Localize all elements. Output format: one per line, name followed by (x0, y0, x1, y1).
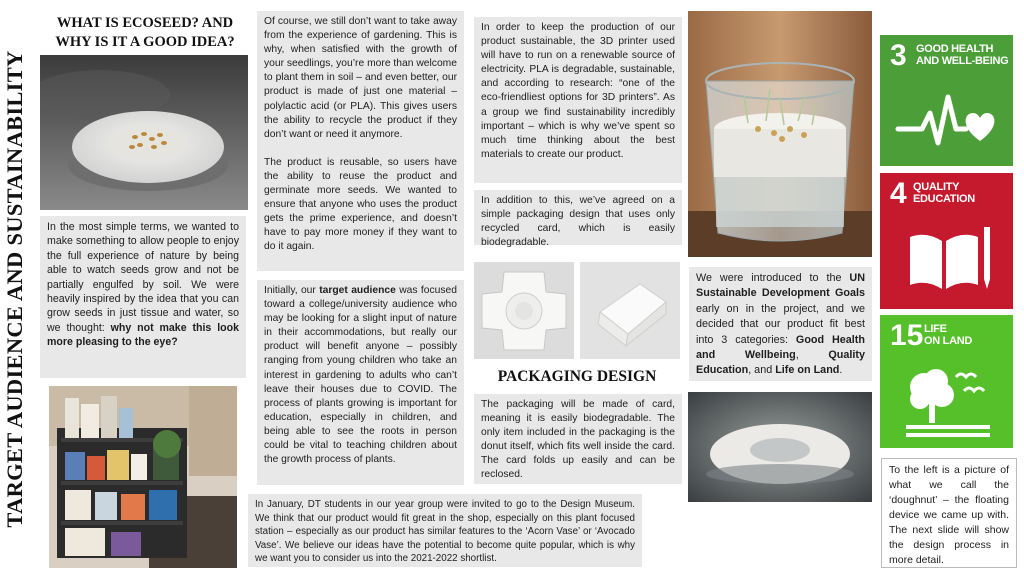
design-museum-shop-photo (49, 386, 237, 568)
packaging-text-box: The packaging will be made of card, meaning it is easily biodegradable. The only item included in the packaging is the donut itself, which fits well inside the card. The card folds up easily and can be reclosed. (474, 394, 682, 484)
sdg-4-quality-education-tile: 4 QUALITY EDUCATION (880, 173, 1013, 309)
packaging-folded-photo (580, 262, 680, 359)
target-audience-text-box: Initially, our target audience was focused toward a college/university audience who may be looking for a slight input of nature in their accommodations, but really our product will benefit anyone – possibly ranging from young children who take an interest in gardening to adults who can’t leave their houses due to COVID. The process of plants growing is important for education, especially in children, and being able to see the roots in person could be vital to teaching children about the growth process of plants. (257, 280, 464, 485)
packaging-design-heading: PACKAGING DESIGN (497, 368, 657, 385)
ecoseed-heading: WHAT IS ECOSEED? AND WHY IS IT A GOOD IDEA? (55, 15, 235, 50)
sdg-3-good-health-tile: 3 GOOD HEALTH AND WELL-BEING (880, 35, 1013, 166)
seed-doughnut-photo (40, 55, 248, 210)
un-sdg-text-box: We were introduced to the UN Sustainable Development Goals early on in the project, and we decided that our product fit best into 3 categories: Good Health and Wellbeing, Quality Education, and Life on Land. (689, 267, 872, 381)
intro-text-box: In the most simple terms, we wanted to make something to allow people to enjoy the full experience of nature by being able to watch seeds grow and not be partially engulfed by soil. We were heavily inspired by the idea that you can grow seeds in just tissue and water, so we thought: why not make this look more pleasing to the eye? (40, 216, 246, 378)
tree-and-birds-icon (902, 363, 996, 441)
design-museum-text-box: In January, DT students in our year group were invited to go to the Design Museum. We think that our product would fit great in the shop, especially on this plant focused station – especially as our product has similar features to the ‘Acorn Vase’ or ‘Avocado Vase’. We believe our ideas have the potential to become quite popular, which is why we want you to consider us into the 2021-2022 shortlist. (248, 494, 642, 567)
packaging-note-text-box: In addition to this, we’ve agreed on a simple packaging design that uses only recycled card, which is easily biodegradable. (474, 190, 682, 245)
packaging-flat-photo (474, 262, 574, 359)
sdg-15-life-on-land-tile: 15 LIFE ON LAND (880, 315, 1013, 448)
sprouting-glass-photo (688, 11, 872, 257)
gardening-text-box: Of course, we still don’t want to take away from the experience of gardening. This is why, when satisfied with the growth of your seedlings, you’re more than welcome to plant them in soil – and even better, our product is made of just one material – polylactic acid (or PLA). This gives users the ability to recycle the product if they don’t want or need it anymore. The product is reusable, so users have the ability to reuse the product and germinate more seeds. We wanted to ensure that anyone who uses the product gets the prime experience, and doesn’t have to pay more money if they want to do it again. (257, 11, 464, 271)
side-title: TARGET AUDIENCE AND SUSTAINABILITY (2, 50, 27, 528)
heartbeat-icon (894, 83, 1000, 155)
printer-sustainability-text-box: In order to keep the production of our product sustainable, the 3D printer used will have to run on a renewable source of electricity. PLA is degradable, sustainable, and according to research: “one of the eco-friendliest options for 3D printers”. As a group we find sustainability incredibly important – which is why we’ve spent so much time thinking about the best materials to create our product. (474, 17, 682, 183)
floating-doughnut-photo (688, 392, 872, 502)
doughnut-caption-box: To the left is a picture of what we call the ‘doughnut’ – the floating device we came up with. The next slide will show the design process in more detail. (881, 458, 1017, 568)
open-book-icon (902, 223, 994, 299)
